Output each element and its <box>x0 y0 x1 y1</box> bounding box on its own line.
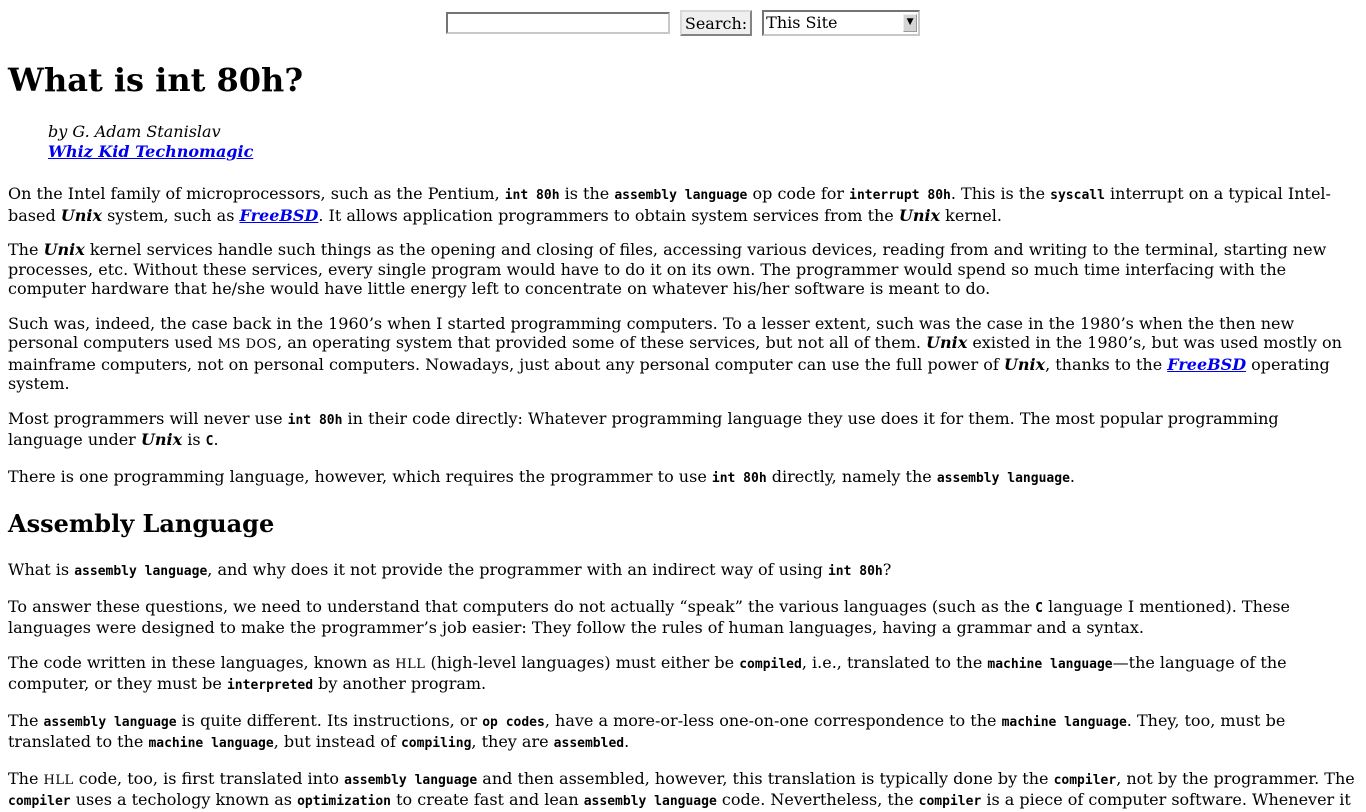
code-term: assembled <box>553 736 625 751</box>
section-heading: Assembly Language <box>8 509 275 538</box>
code-term: machine language <box>148 736 274 751</box>
unix-term: Unix <box>140 430 183 449</box>
paragraph-9: The assembly language is quite different. Its instructions, or op codes, have a more-or-less one-on-one correspondence to the machine language. They, too, must be translated to the machine language, but instead of compiling, they are assembled. <box>8 710 1286 751</box>
code-term: compiler <box>918 794 982 809</box>
code-term: assembly language <box>43 714 177 730</box>
paragraph-3: Such was, indeed, the case back in the 1960’s when I started programming computers. To a lesser extent, such was the case in the 1980’s when the then new personal computers used MS DOS, an operating system that provided some of these services, but not all of them. Unix existed in the 1980’s, but was used mostly on mainframe computers, not on personal computers. Nowadays, just about any personal computer can use the full power of Unix, thanks to the FreeBSD operating system. <box>8 313 1342 393</box>
page-title: What is int 80h? <box>8 61 304 99</box>
company-link[interactable]: Whiz Kid Technomagic <box>48 141 254 161</box>
paragraph-10: The HLL code, too, is first translated into assembly language and then assembled, however, this translation is typically done by the compiler, not by the programmer. The compiler uses a techology known as optimization to create fast and lean assembly language code. Nevertheless, the compiler is a piece of computer software. Whenever it <box>8 768 1355 809</box>
unix-term: Unix <box>1003 354 1046 374</box>
msdos-term: MS DOS <box>217 337 278 352</box>
code-term: assembly language <box>936 470 1070 486</box>
code-term: syscall <box>1050 188 1105 203</box>
code-term: optimization <box>297 794 392 809</box>
hll-term: HLL <box>43 772 74 788</box>
code-term: compiler <box>1053 772 1117 788</box>
hll-term: HLL <box>395 656 426 672</box>
code-term: assembly language <box>74 564 208 579</box>
code-term: int 80h <box>711 470 767 486</box>
paragraph-6: What is assembly language, and why does it not provide the programmer with an indirect way of using int 80h? <box>8 560 892 579</box>
code-term: C <box>205 434 214 449</box>
code-term: compiler <box>8 794 71 809</box>
paragraph-4: Most programmers will never use int 80h in their code directly: Whatever programming language they use does it for them. The most popular programming language under Unix is C. <box>8 408 1279 449</box>
unix-term: Unix <box>926 333 968 352</box>
search-input[interactable] <box>446 12 670 34</box>
site-search-form <box>8 0 1358 46</box>
code-term: assembly language <box>344 772 478 788</box>
paragraph-2: The Unix kernel services handle such things as the opening and closing of files, accessing various devices, reading from and writing to the terminal, starting new processes, etc. Without these services, every single program would have to do it on its own. The programmer would spend so much time interfacing with the computer hardware that he/she would have little energy left to concentrate on whatever his/her software is meant to do. <box>8 240 1327 298</box>
unix-term: Unix <box>898 205 941 225</box>
code-term: interrupt 80h <box>849 188 951 203</box>
unix-term: Unix <box>43 240 85 259</box>
byline <box>48 122 1358 161</box>
search-button[interactable]: Search: <box>680 10 752 36</box>
code-term: assembly language <box>614 188 748 203</box>
search-scope-select[interactable] <box>762 10 920 36</box>
code-term: assembly language <box>583 794 717 809</box>
code-term: machine language <box>987 656 1113 672</box>
paragraph-7: To answer these questions, we need to understand that computers do not actually “speak” the various languages (such as the C language I mentioned). These languages were designed to make the programmer’s job easier: They follow the rules of human languages, having a grammar and a syntax. <box>8 596 1291 637</box>
code-term: op codes <box>482 714 545 730</box>
chevron-down-icon[interactable]: ▼ <box>903 14 917 32</box>
paragraph-8: The code written in these languages, known as HLL (high-level languages) must either be compiled, i.e., translated to the machine language—the language of the computer, or they must be interpreted by another program. <box>8 652 1287 693</box>
author-name: by G. Adam Stanislav <box>48 122 221 141</box>
code-term: int 80h <box>287 412 343 428</box>
code-term: compiled <box>739 656 802 672</box>
code-term: compiling <box>400 736 472 751</box>
code-term: int 80h <box>827 564 883 579</box>
code-term: interpreted <box>226 678 314 693</box>
paragraph-1: On the Intel family of microprocessors, such as the Pentium, int 80h is the assembly language op code for interrupt 80h. This is the syscall interrupt on a typical Intel-based Unix system, such as FreeBSD. It allows application programmers to obtain system services from the Unix kernel. <box>8 184 1331 225</box>
code-term: C <box>1035 600 1043 616</box>
code-term: machine language <box>1001 714 1127 730</box>
code-term: int 80h <box>504 188 560 203</box>
freebsd-link[interactable]: FreeBSD <box>1167 354 1247 374</box>
freebsd-link[interactable]: FreeBSD <box>239 205 319 225</box>
search-scope-value: This Site <box>766 13 838 33</box>
paragraph-5: There is one programming language, however, which requires the programmer to use int 80h directly, namely the assembly language. <box>8 466 1075 486</box>
unix-term: Unix <box>60 205 102 225</box>
